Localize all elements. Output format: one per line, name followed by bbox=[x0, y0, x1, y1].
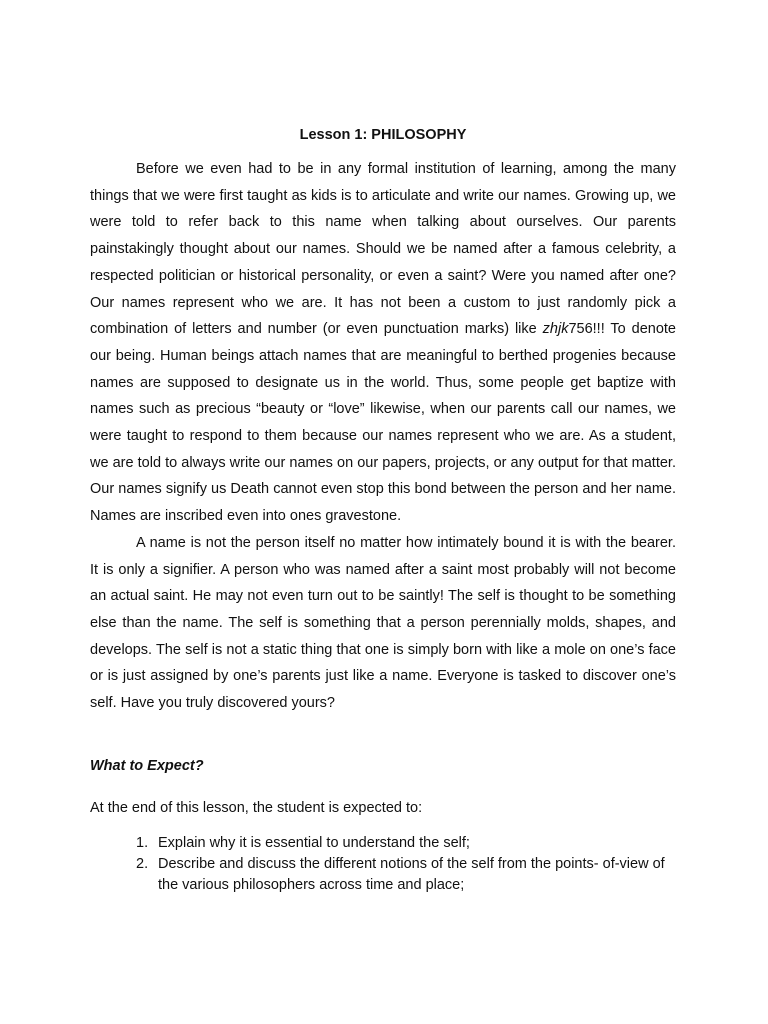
paragraph-name-signifier: A name is not the person itself no matter how intimately bound it is with the bearer. It is only a signifier. A person who was named after a saint most probably will not become an actual saint. He may not even turn out to be saintly! The self is thought to be something else than the name. The self is something that a person perennially molds, shapes, and develops. The self is not a static thing that one is simply born with like a mole on one’s face or is just assigned by one’s parents just like a name. Everyone is tasked to discover one’s self. Have you truly discovered yours? bbox=[90, 534, 676, 712]
objectives-intro: At the end of this lesson, the student is expected to: bbox=[90, 799, 423, 816]
list-number: 1. bbox=[136, 834, 149, 851]
italic-example: zhjk bbox=[542, 321, 569, 338]
section-heading: What to Expect? bbox=[90, 757, 204, 774]
list-item-text: Explain why it is essential to understand the self; bbox=[158, 834, 470, 851]
paragraph-name-intro bbox=[90, 156, 676, 530]
list-item bbox=[90, 854, 676, 896]
document-body bbox=[90, 122, 676, 896]
list-item-text: Describe and discuss the different notions of the self from the points- of-view of the various philosophers across time and place; bbox=[158, 855, 665, 893]
list-number: 2. bbox=[136, 855, 149, 872]
lesson-title: Lesson 1: PHILOSOPHY bbox=[299, 127, 467, 143]
paragraph-text-continued: 756!!! To denote our being. Human beings attach names that are meaningful to berthed progenies because names are supposed to designate us in the world. Thus, some people get baptize with names such as precious “beauty or “love” likewise, when our parents call our names, we were taught to respond to them because our names represent who we are. As a student, we are told to always write our names on our papers, projects, or any output for that matter. Our names signify us Death cannot even stop this bond between the person and her name. Names are inscribed even into ones gravestone. bbox=[90, 321, 676, 525]
paragraph-text: Before we even had to be in any formal institution of learning, among the many things that we were first taught as kids is to articulate and write our names. Growing up, we were told to refer back to this name when talking about ourselves. Our parents painstakingly thought about our names. Should we be named after a famous celebrity, a respected politician or historical personality, or even a saint? Were you named after one? Our names represent who we are. It has not been a custom to just randomly pick a combination of letters and number (or even punctuation marks) like bbox=[90, 161, 676, 338]
list-item bbox=[90, 833, 676, 854]
objectives-list bbox=[90, 833, 676, 896]
